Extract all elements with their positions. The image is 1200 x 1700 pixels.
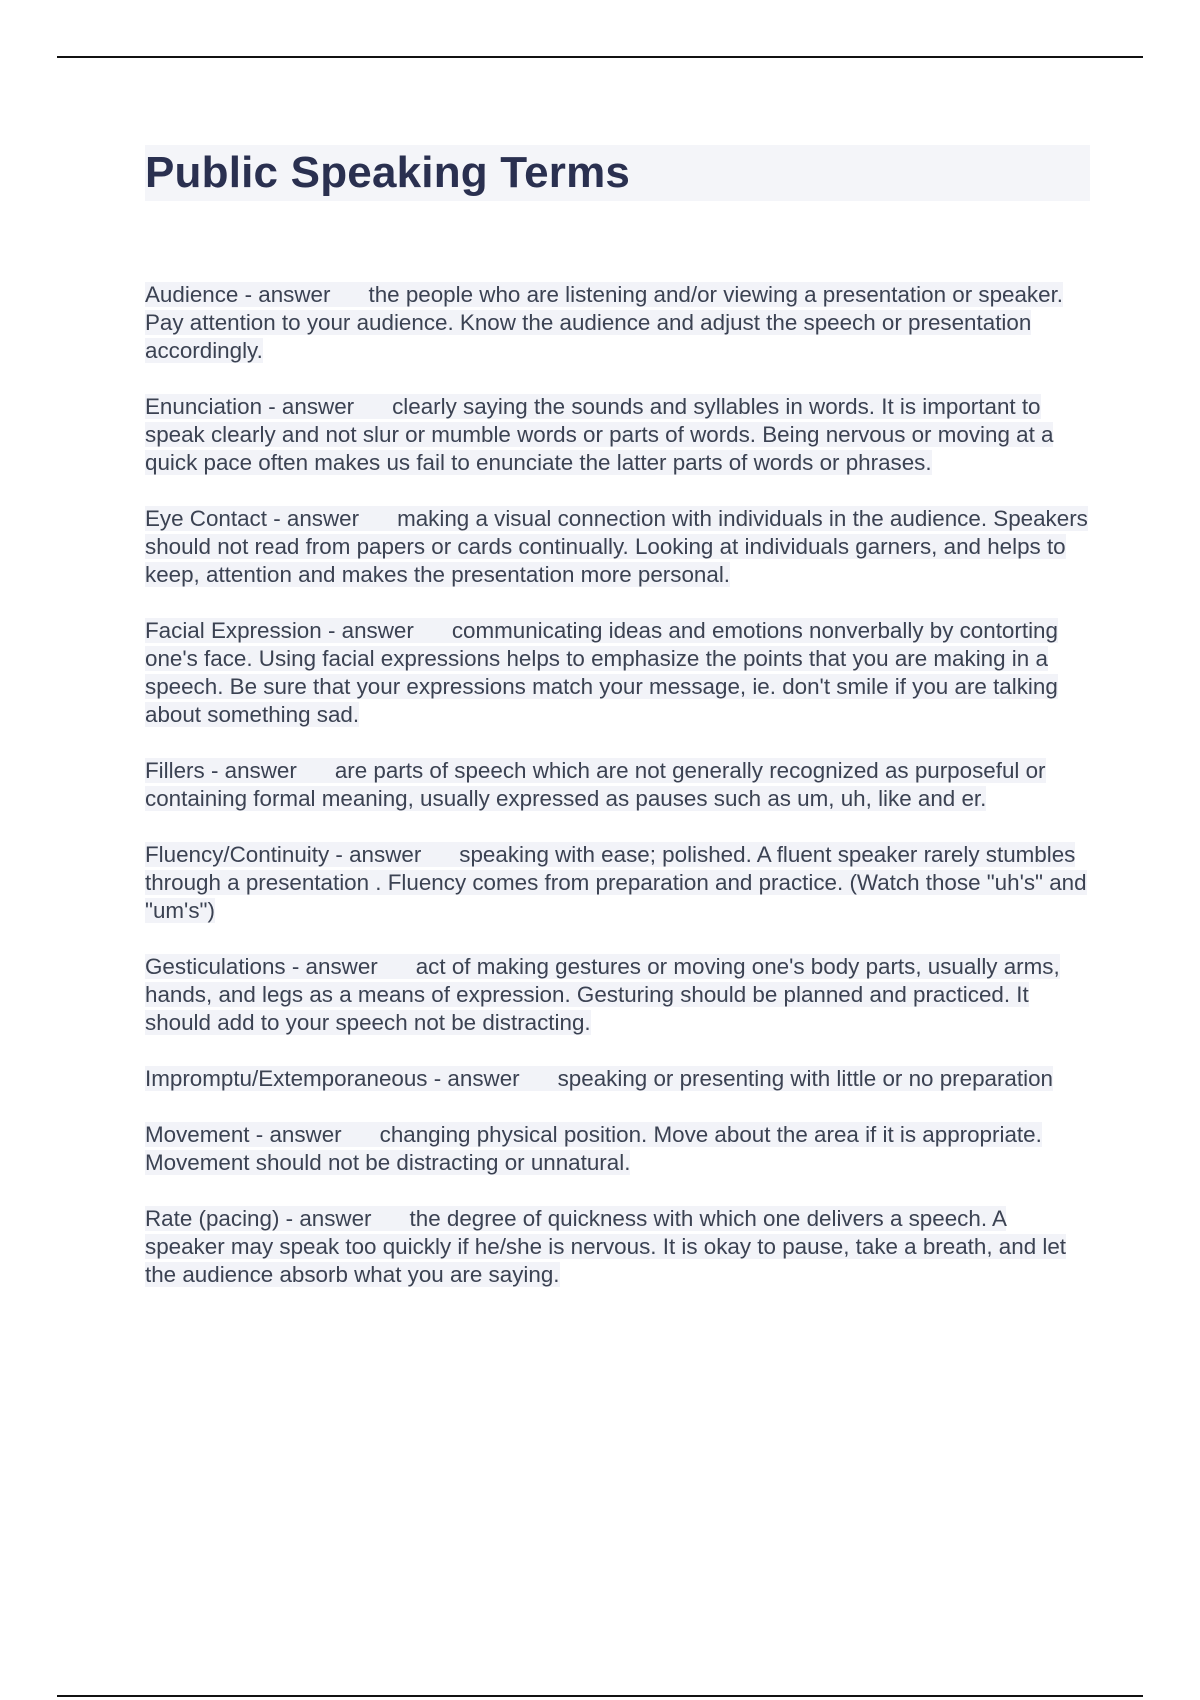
term-definition: the degree of quickness with which one delivers a speech. A speaker may speak too quickly if he/she is nervous. It is okay to pause, take a breath, and let the audience absorb what you are saying. — [145, 1206, 1067, 1287]
term-name: Fluency/Continuity — [145, 842, 330, 867]
term-name: Impromptu/Extemporaneous — [145, 1066, 428, 1091]
title-bar — [145, 145, 1090, 201]
term-definition: making a visual connection with individuals in the audience. Speakers should not read from papers or cards continually. Looking at individuals garners, and helps to keep, attention and makes the presentation more personal. — [145, 506, 1088, 587]
answer-label: answer — [269, 1122, 342, 1147]
answer-label: answer — [224, 758, 297, 783]
bottom-rule — [57, 1695, 1143, 1697]
term-definition: communicating ideas and emotions nonverbally by contorting one's face. Using facial expressions helps to emphasize the points that you are making in a speech. Be sure that your expressions match your message, ie. don't smile if you are talking about something sad. — [145, 618, 1058, 727]
term-definition: changing physical position. Move about the area if it is appropriate. Movement should not be distracting or unnatural. — [145, 1122, 1042, 1175]
answer-label: answer — [447, 1066, 520, 1091]
term-definition: the people who are listening and/or viewing a presentation or speaker. Pay attention to your audience. Know the audience and adjust the speech or presentation accordingly. — [145, 282, 1064, 363]
term-name: Enunciation — [145, 394, 263, 419]
term-list — [145, 281, 1090, 1289]
document-body — [145, 145, 1090, 1317]
term-definition: speaking with ease; polished. A fluent speaker rarely stumbles through a presentation . Fluency comes from preparation and practice. (Watch those "uh's" and "um's") — [145, 842, 1087, 923]
term-name: Rate (pacing) — [145, 1206, 280, 1231]
term-entry: Facial Expression - answer communicating ideas and emotions nonverbally by contorting one's face. Using facial expressions helps to emphasize the points that you are making in a speech. Be sure that your expressions match your message, ie. don't smile if you are talking about something sad. — [145, 618, 1058, 727]
term-definition: speaking or presenting with little or no preparation — [557, 1066, 1053, 1091]
term-name: Fillers — [145, 758, 205, 783]
answer-label: answer — [286, 506, 360, 531]
term-name: Facial Expression — [145, 618, 322, 643]
term-entry: Rate (pacing) - answer the degree of quickness with which one delivers a speech. A speaker may speak too quickly if he/she is nervous. It is okay to pause, take a breath, and let the audience absorb what you are saying. — [145, 1206, 1067, 1287]
top-rule — [57, 56, 1143, 58]
term-entry: Enunciation - answer clearly saying the sounds and syllables in words. It is important to speak clearly and not slur or mumble words or parts of words. Being nervous or moving at a quick pace often makes us fail to enunciate the latter parts of words or phrases. — [145, 394, 1054, 475]
term-name: Eye Contact — [145, 506, 267, 531]
term-definition: are parts of speech which are not generally recognized as purposeful or containing formal meaning, usually expressed as pauses such as um, uh, like and er. — [145, 758, 1046, 811]
answer-label: answer — [299, 1206, 372, 1231]
answer-label: answer — [349, 842, 422, 867]
term-name: Movement — [145, 1122, 250, 1147]
term-name: Gesticulations — [145, 954, 286, 979]
answer-label: answer — [305, 954, 378, 979]
answer-label: answer — [258, 282, 331, 307]
term-name: Audience — [145, 282, 239, 307]
term-entry: Fluency/Continuity - answer speaking with ease; polished. A fluent speaker rarely stumbles through a presentation . Fluency comes from preparation and practice. (Watch those "uh's" and "um's") — [145, 842, 1087, 923]
term-definition: clearly saying the sounds and syllables in words. It is important to speak clearly and not slur or mumble words or parts of words. Being nervous or moving at a quick pace often makes us fail to enunciate the latter parts of words or phrases. — [145, 394, 1054, 475]
term-entry: Impromptu/Extemporaneous - answer speaking or presenting with little or no preparation — [145, 1066, 1053, 1091]
answer-label: answer — [281, 394, 355, 419]
term-definition: act of making gestures or moving one's body parts, usually arms, hands, and legs as a means of expression. Gesturing should be planned and practiced. It should add to your speech not be distracting. — [145, 954, 1060, 1035]
term-entry: Movement - answer changing physical position. Move about the area if it is appropriate. Movement should not be distracting or unnatural. — [145, 1122, 1042, 1175]
page-title: Public Speaking Terms — [145, 148, 631, 197]
term-entry: Fillers - answer are parts of speech which are not generally recognized as purposeful or containing formal meaning, usually expressed as pauses such as um, uh, like and er. — [145, 758, 1046, 811]
term-entry: Audience - answer the people who are listening and/or viewing a presentation or speaker. Pay attention to your audience. Know the audience and adjust the speech or presentation accordingly. — [145, 282, 1064, 363]
answer-label: answer — [341, 618, 414, 643]
term-entry: Gesticulations - answer act of making gestures or moving one's body parts, usually arms, hands, and legs as a means of expression. Gesturing should be planned and practiced. It should add to your speech not be distracting. — [145, 954, 1060, 1035]
term-entry: Eye Contact - answer making a visual connection with individuals in the audience. Speakers should not read from papers or cards continually. Looking at individuals garners, and helps to keep, attention and makes the presentation more personal. — [145, 506, 1088, 587]
